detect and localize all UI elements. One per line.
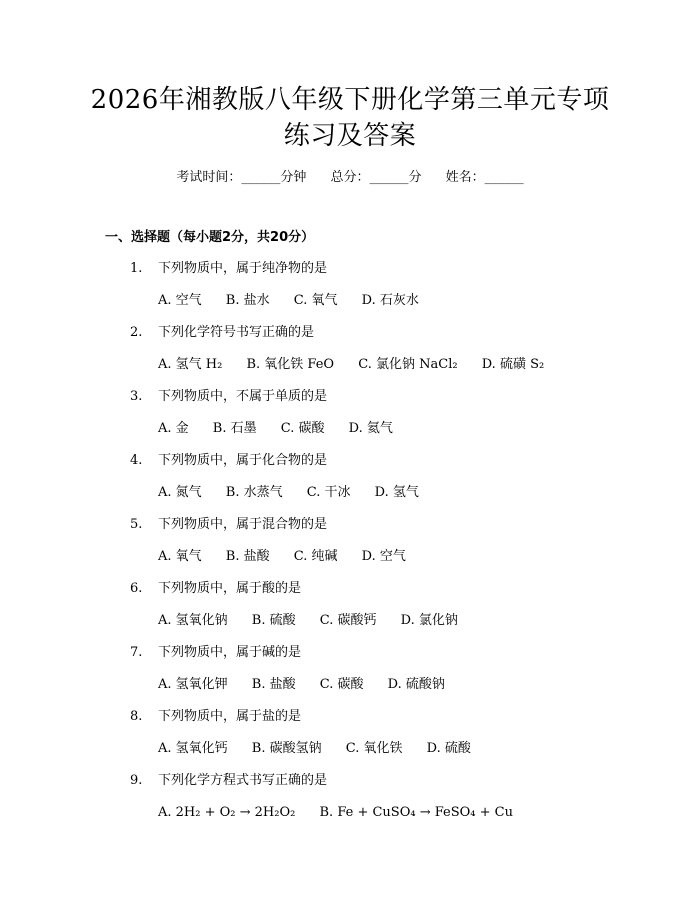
option-d: D. 空气: [361, 549, 406, 564]
question-text: 下列物质中，属于碱的是: [158, 645, 302, 660]
question-8: [130, 708, 301, 726]
question-text: 下列物质中，属于化合物的是: [158, 453, 328, 468]
question-text: 下列物质中，属于纯净物的是: [158, 261, 328, 276]
question-2: [130, 324, 314, 342]
option-b: B. 盐酸: [251, 677, 296, 692]
option-d: D. 氦气: [348, 421, 393, 436]
question-text: 下列物质中，不属于单质的是: [158, 389, 328, 404]
question-text: 下列化学方程式书写正确的是: [158, 773, 328, 788]
question-number: 6.: [130, 581, 143, 596]
exam-info: [0, 169, 700, 187]
page-title-line-2: 练习及答案: [283, 121, 417, 151]
question-number: 5.: [130, 517, 143, 532]
option-a: A. 2H₂ + O₂ → 2H₂O₂: [158, 805, 296, 820]
question-3-options: [158, 420, 413, 438]
exam-time-field: 考试时间：______分钟: [176, 170, 307, 185]
option-a: A. 空气: [158, 293, 202, 308]
option-d: D. 硫酸: [426, 741, 471, 756]
option-d: D. 氢气: [374, 485, 419, 500]
question-8-options: [158, 740, 491, 758]
question-number: 8.: [130, 709, 143, 724]
option-a: A. 金: [158, 421, 189, 436]
question-2-options: [158, 356, 564, 374]
option-b: B. 硫酸: [251, 613, 296, 628]
option-b: B. Fe + CuSO₄ → FeSO₄ + Cu: [319, 805, 513, 820]
option-d: D. 氯化钠: [400, 613, 458, 628]
option-b: B. 碳酸氢钠: [251, 741, 322, 756]
option-c: C. 氧气: [293, 293, 338, 308]
option-b: B. 盐水: [225, 293, 270, 308]
question-6-options: [158, 612, 478, 630]
option-a: A. 氢气 H₂: [158, 357, 223, 372]
option-a: A. 氢氧化钙: [158, 741, 228, 756]
option-c: C. 碳酸: [280, 421, 325, 436]
question-6: [130, 580, 301, 598]
option-b: B. 氧化铁 FeO: [246, 357, 335, 372]
option-c: C. 干冰: [306, 485, 351, 500]
question-5: [130, 516, 327, 534]
option-c: C. 氧化铁: [345, 741, 403, 756]
option-c: C. 碳酸钙: [319, 613, 377, 628]
question-text: 下列物质中，属于酸的是: [158, 581, 302, 596]
option-c: C. 碳酸: [319, 677, 364, 692]
question-number: 9.: [130, 773, 143, 788]
question-3: [130, 388, 327, 406]
option-c: C. 纯碱: [293, 549, 338, 564]
question-7-options: [158, 676, 465, 694]
option-a: A. 氢氧化钠: [158, 613, 228, 628]
option-d: D. 硫磺 S₂: [481, 357, 545, 372]
question-text: 下列化学符号书写正确的是: [158, 325, 315, 340]
question-text: 下列物质中，属于盐的是: [158, 709, 302, 724]
student-name-field: 姓名：______: [445, 170, 524, 185]
option-a: A. 氢氧化钾: [158, 677, 228, 692]
total-score-field: 总分：______分: [330, 170, 422, 185]
question-number: 4.: [130, 453, 143, 468]
option-c: C. 氯化钠 NaCl₂: [358, 357, 458, 372]
option-d: D. 石灰水: [361, 293, 419, 308]
question-7: [130, 644, 301, 662]
option-a: A. 氮气: [158, 485, 202, 500]
question-4-options: [158, 484, 439, 502]
question-1: [130, 260, 327, 278]
option-b: B. 石墨: [212, 421, 257, 436]
question-number: 3.: [130, 389, 143, 404]
question-5-options: [158, 548, 426, 566]
question-1-options: [158, 292, 439, 310]
section-heading-multiple-choice: 一、选择题（每小题2分，共20分）: [105, 230, 315, 245]
question-9: [130, 772, 327, 790]
question-number: 2.: [130, 325, 143, 340]
question-number: 7.: [130, 645, 143, 660]
option-b: B. 水蒸气: [225, 485, 283, 500]
question-9-options: [158, 804, 533, 822]
option-d: D. 硫酸钠: [387, 677, 445, 692]
page-title-line-1: 2026年湘教版八年级下册化学第三单元专项: [90, 85, 610, 115]
question-number: 1.: [130, 261, 143, 276]
option-a: A. 氧气: [158, 549, 202, 564]
question-4: [130, 452, 327, 470]
option-b: B. 盐酸: [225, 549, 270, 564]
question-text: 下列物质中，属于混合物的是: [158, 517, 328, 532]
